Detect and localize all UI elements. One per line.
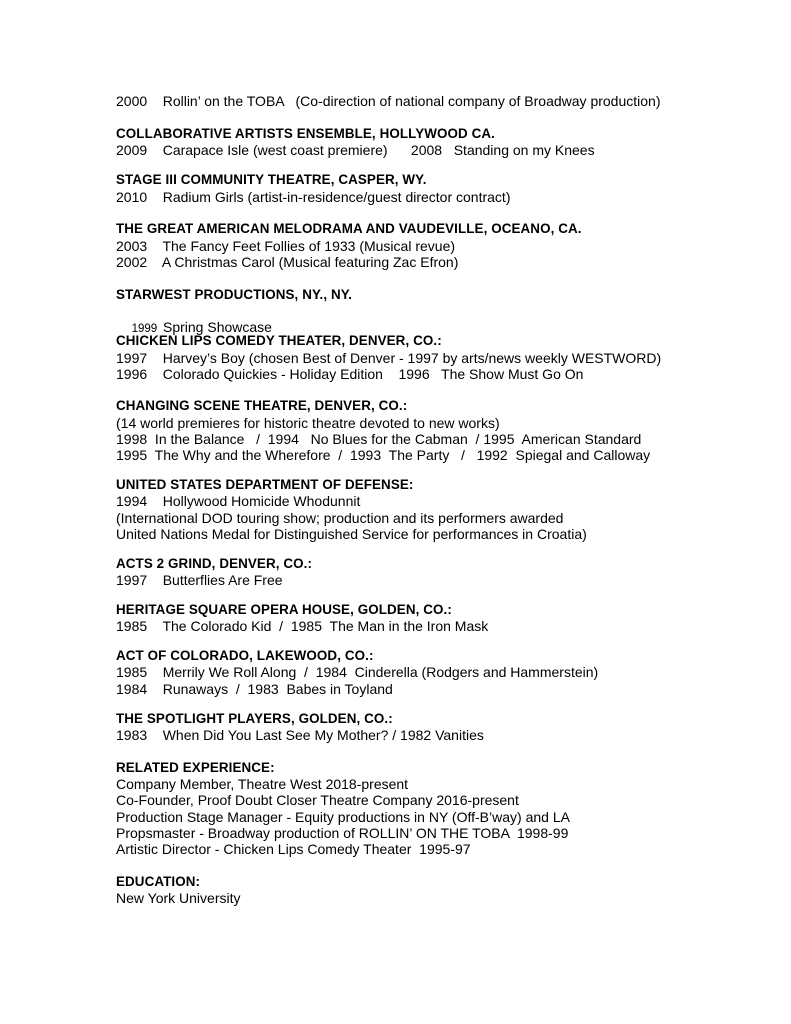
- credit-line: 2010 Radium Girls (artist-in-residence/guest director contract): [116, 189, 511, 205]
- experience-item: Artistic Director - Chicken Lips Comedy Theater 1995-97: [116, 841, 471, 857]
- credit-line: 1985 The Colorado Kid / 1985 The Man in the Iron Mask: [116, 618, 489, 634]
- section-heading: ACT OF COLORADO, LAKEWOOD, CO.:: [116, 648, 374, 663]
- credit-line: 2000 Rollin’ on the TOBA (Co-direction of national company of Broadway production): [116, 93, 661, 109]
- section-heading: CHICKEN LIPS COMEDY THEATER, DENVER, CO.:: [116, 333, 442, 348]
- section-heading: THE GREAT AMERICAN MELODRAMA AND VAUDEVILLE, OCEANO, CA.: [116, 221, 582, 236]
- section-heading: COLLABORATIVE ARTISTS ENSEMBLE, HOLLYWOOD CA.: [116, 126, 495, 141]
- credit-line: 1996 Colorado Quickies - Holiday Edition 1996 The Show Must Go On: [116, 366, 584, 382]
- credit-line: 1997 Butterflies Are Free: [116, 572, 283, 588]
- credit-line: 1998 In the Balance / 1994 No Blues for the Cabman / 1995 American Standard: [116, 431, 642, 447]
- credit-title: Spring Showcase: [163, 319, 272, 335]
- section-heading: RELATED EXPERIENCE:: [116, 760, 275, 775]
- credit-line: [116, 303, 272, 335]
- section-heading: ACTS 2 GRIND, DENVER, CO.:: [116, 556, 313, 571]
- credit-line: 2003 The Fancy Feet Follies of 1933 (Musical revue): [116, 238, 456, 254]
- credit-year: 1999: [131, 323, 158, 335]
- credit-line: 1994 Hollywood Homicide Whodunnit: [116, 493, 361, 509]
- section-heading: UNITED STATES DEPARTMENT OF DEFENSE:: [116, 477, 414, 492]
- section-heading: HERITAGE SQUARE OPERA HOUSE, GOLDEN, CO.:: [116, 602, 452, 617]
- credit-note: (International DOD touring show; production and its performers awarded: [116, 510, 564, 526]
- section-heading: CHANGING SCENE THEATRE, DENVER, CO.:: [116, 398, 408, 413]
- credit-line: 2002 A Christmas Carol (Musical featuring Zac Efron): [116, 254, 459, 270]
- section-heading: STAGE III COMMUNITY THEATRE, CASPER, WY.: [116, 172, 427, 187]
- section-heading: EDUCATION:: [116, 874, 201, 889]
- credit-note: United Nations Medal for Distinguished Service for performances in Croatia): [116, 526, 587, 542]
- credit-line: 1984 Runaways / 1983 Babes in Toyland: [116, 681, 393, 697]
- credit-line: 1985 Merrily We Roll Along / 1984 Cinderella (Rodgers and Hammerstein): [116, 664, 599, 680]
- credit-line: 1983 When Did You Last See My Mother? / 1982 Vanities: [116, 727, 484, 743]
- experience-item: Propsmaster - Broadway production of ROLLIN’ ON THE TOBA 1998-99: [116, 825, 569, 841]
- experience-item: Company Member, Theatre West 2018-present: [116, 776, 409, 792]
- section-heading: STARWEST PRODUCTIONS, NY., NY.: [116, 287, 353, 302]
- education-item: New York University: [116, 890, 241, 906]
- credit-note: (14 world premieres for historic theatre devoted to new works): [116, 415, 500, 431]
- credit-line: 1997 Harvey’s Boy (chosen Best of Denver - 1997 by arts/news weekly WESTWORD): [116, 350, 662, 366]
- section-heading: THE SPOTLIGHT PLAYERS, GOLDEN, CO.:: [116, 711, 393, 726]
- experience-item: Production Stage Manager - Equity productions in NY (Off-B’way) and LA: [116, 809, 570, 825]
- credit-line: 1995 The Why and the Wherefore / 1993 The Party / 1992 Spiegal and Calloway: [116, 447, 651, 463]
- experience-item: Co-Founder, Proof Doubt Closer Theatre Company 2016-present: [116, 792, 519, 808]
- credit-line: 2009 Carapace Isle (west coast premiere) 2008 Standing on my Knees: [116, 142, 595, 158]
